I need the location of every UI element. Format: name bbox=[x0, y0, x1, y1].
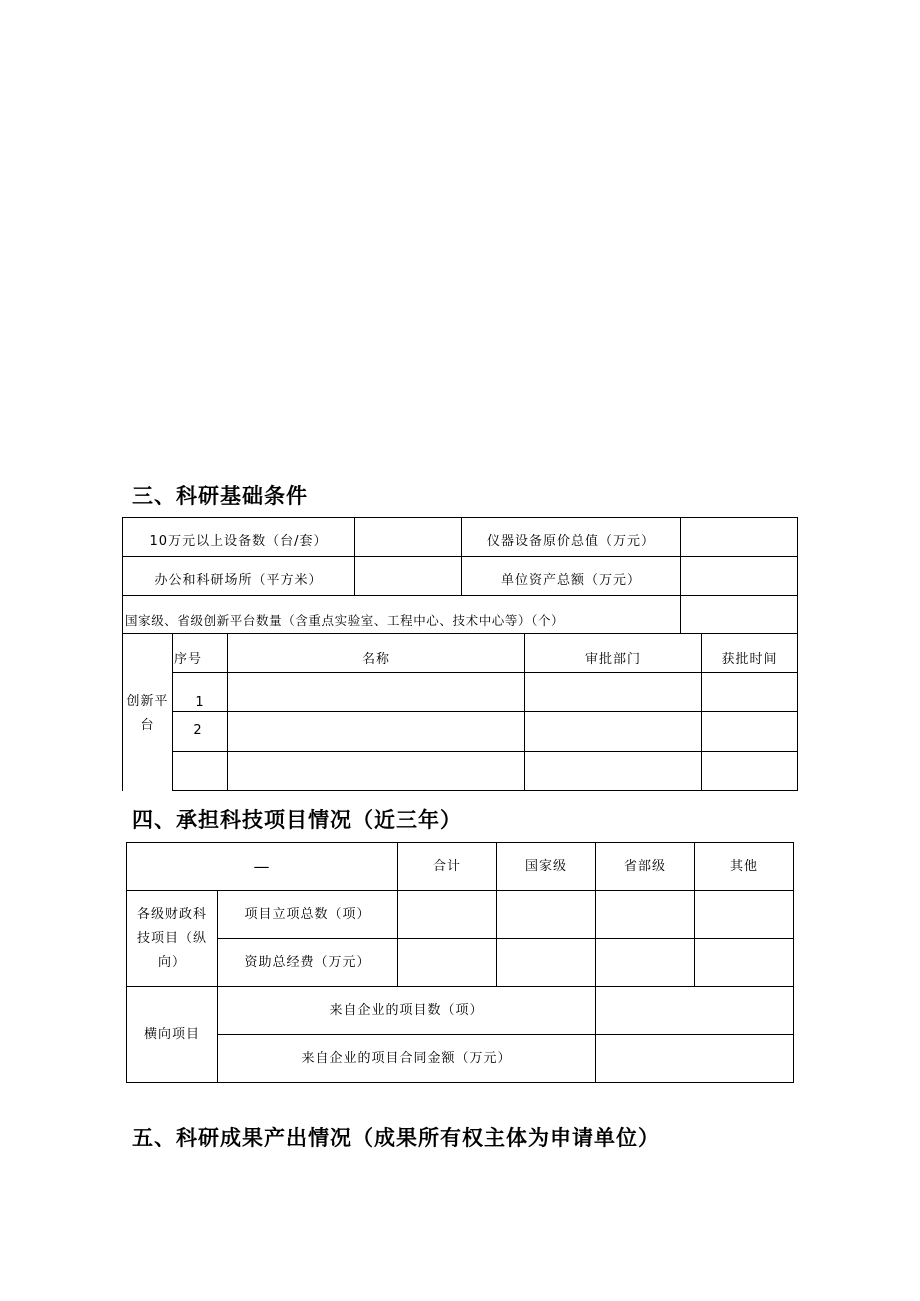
platform-row-2-dept[interactable] bbox=[525, 712, 701, 751]
fiscal-count-national[interactable] bbox=[497, 891, 595, 938]
fiscal-funding-provincial[interactable] bbox=[596, 939, 694, 986]
enterprise-contract-amount-label: 来自企业的项目合同金额（万元） bbox=[301, 1050, 512, 1066]
platform-row-2-name[interactable] bbox=[228, 712, 524, 751]
projects-header-corner: — bbox=[253, 856, 271, 876]
platform-row-1-date[interactable] bbox=[702, 673, 797, 711]
platform-row-1-index: 1 bbox=[195, 695, 205, 710]
platform-row-3-index[interactable] bbox=[173, 752, 227, 790]
platform-row-3-dept[interactable] bbox=[525, 752, 701, 790]
section-3-title: 三、科研基础条件 bbox=[132, 484, 308, 508]
platform-header-name: 名称 bbox=[361, 652, 390, 667]
projects-header-total: 合计 bbox=[432, 858, 461, 874]
fiscal-funding-label: 资助总经费（万元） bbox=[244, 954, 371, 970]
platform-header-index: 序号 bbox=[173, 652, 202, 667]
projects-header-provincial: 省部级 bbox=[623, 858, 666, 874]
total-assets-value[interactable] bbox=[681, 557, 797, 595]
platform-count-value[interactable] bbox=[681, 596, 797, 633]
enterprise-contract-amount-value[interactable] bbox=[596, 1035, 793, 1082]
projects-header-national: 国家级 bbox=[524, 858, 567, 874]
fiscal-funding-total[interactable] bbox=[398, 939, 496, 986]
section-4-title: 四、承担科技项目情况（近三年） bbox=[132, 808, 462, 832]
platform-row-2-index: 2 bbox=[193, 723, 203, 738]
fiscal-count-other[interactable] bbox=[695, 891, 793, 938]
equipment-value-value[interactable] bbox=[681, 518, 797, 556]
platform-header-dept: 审批部门 bbox=[584, 652, 641, 667]
platform-row-3-name[interactable] bbox=[228, 752, 524, 790]
platform-group-label: 创新平台 bbox=[126, 694, 169, 733]
platform-row-2-date[interactable] bbox=[702, 712, 797, 751]
total-assets-label: 单位资产总额（万元） bbox=[500, 573, 641, 588]
equipment-value-label: 仪器设备原价总值（万元） bbox=[486, 534, 655, 549]
office-area-label: 办公和科研场所（平方米） bbox=[154, 573, 323, 588]
platform-count-label: 国家级、省级创新平台数量（含重点实验室、工程中心、技术中心等）（个） bbox=[125, 613, 565, 628]
platform-row-3-date[interactable] bbox=[702, 752, 797, 790]
office-area-value[interactable] bbox=[355, 557, 461, 595]
platform-header-date: 获批时间 bbox=[721, 652, 778, 667]
projects-header-other: 其他 bbox=[729, 858, 758, 874]
fiscal-projects-group-label: 各级财政科技项目（纵向） bbox=[136, 906, 207, 970]
equipment-count-label: 10万元以上设备数（台/套） bbox=[149, 534, 328, 549]
fiscal-funding-national[interactable] bbox=[497, 939, 595, 986]
section-5-title: 五、科研成果产出情况（成果所有权主体为申请单位） bbox=[132, 1126, 660, 1150]
enterprise-project-count-value[interactable] bbox=[596, 987, 793, 1034]
platform-row-1-name[interactable] bbox=[228, 673, 524, 711]
fiscal-count-provincial[interactable] bbox=[596, 891, 694, 938]
equipment-count-value[interactable] bbox=[355, 518, 461, 556]
fiscal-funding-other[interactable] bbox=[695, 939, 793, 986]
fiscal-project-count-label: 项目立项总数（项） bbox=[244, 906, 371, 922]
enterprise-project-count-label: 来自企业的项目数（项） bbox=[329, 1002, 484, 1018]
horizontal-projects-group-label: 横向项目 bbox=[143, 1026, 200, 1042]
platform-row-1-dept[interactable] bbox=[525, 673, 701, 711]
fiscal-count-total[interactable] bbox=[398, 891, 496, 938]
